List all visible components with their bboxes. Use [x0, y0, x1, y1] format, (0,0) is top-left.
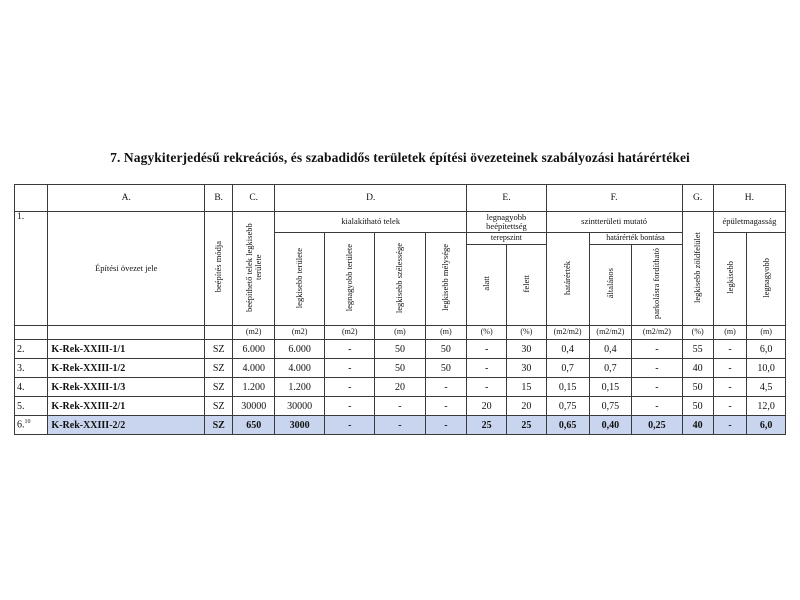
unit-cell: (m2): [325, 326, 375, 340]
d-col-1-header: legkisebb területe: [275, 233, 325, 326]
table-row-selected: [15, 416, 786, 435]
cell: -: [425, 397, 467, 416]
table-row: [15, 397, 786, 416]
cell: SZ: [205, 378, 233, 397]
f-col-2-header: parkolásra fordítható: [632, 245, 682, 326]
cell: -: [467, 359, 507, 378]
col-letter-c: C.: [233, 185, 275, 212]
cell: 6.000: [275, 340, 325, 359]
cell: SZ: [205, 359, 233, 378]
cell: -: [713, 416, 746, 435]
cell: 0,65: [546, 416, 589, 435]
limit-value-header: határérték: [546, 233, 589, 326]
cell: -: [632, 397, 682, 416]
row-number: 6.10: [15, 416, 48, 435]
cell: -: [425, 416, 467, 435]
col-letter-h: H.: [713, 185, 785, 212]
col-letter-d: D.: [275, 185, 467, 212]
zone-code: K-Rek-XXIII-2/2: [48, 416, 205, 435]
zone-code: K-Rek-XXIII-1/2: [48, 359, 205, 378]
h-col-1-header: legkisebb: [713, 233, 746, 326]
cell: -: [632, 340, 682, 359]
cell: SZ: [205, 397, 233, 416]
f-col-1-header: általános: [589, 245, 632, 326]
unit-cell: (m): [713, 326, 746, 340]
cell: 6,0: [747, 340, 786, 359]
cell: 30000: [275, 397, 325, 416]
col-letter-b: B.: [205, 185, 233, 212]
row-number: 5.: [15, 397, 48, 416]
corner-cell: [15, 185, 48, 212]
cell: -: [325, 359, 375, 378]
cell: 0,75: [546, 397, 589, 416]
cell: 0,15: [546, 378, 589, 397]
cell: 0,75: [589, 397, 632, 416]
cell: 4.000: [233, 359, 275, 378]
cell: 50: [425, 340, 467, 359]
plot-group-header: kialakítható telek: [275, 212, 467, 233]
cell: 0,25: [632, 416, 682, 435]
unit-cell: (%): [467, 326, 507, 340]
zone-code: K-Rek-XXIII-2/1: [48, 397, 205, 416]
cell: -: [425, 378, 467, 397]
e-col-1-header: alatt: [467, 245, 507, 326]
cell: -: [713, 378, 746, 397]
cell: 6.000: [233, 340, 275, 359]
unit-cell: (m2/m2): [632, 326, 682, 340]
cell: 30: [506, 359, 546, 378]
cell: 650: [233, 416, 275, 435]
cell: 25: [467, 416, 507, 435]
height-group-header: épületmagasság: [713, 212, 785, 233]
regulation-table: [14, 184, 786, 435]
cell: -: [325, 340, 375, 359]
cell: -: [632, 378, 682, 397]
table-row: [15, 340, 786, 359]
floor-ratio-group-header: szintterületi mutató: [546, 212, 682, 233]
cell: -: [325, 378, 375, 397]
unit-cell: (m2): [275, 326, 325, 340]
cell: -: [375, 416, 425, 435]
cell: 50: [682, 397, 713, 416]
cell: SZ: [205, 416, 233, 435]
cell: 6,0: [747, 416, 786, 435]
cell: -: [713, 397, 746, 416]
table-row: [15, 378, 786, 397]
page-title: 7. Nagykiterjedésű rekreációs, és szabadidős területek építési övezeteinek szabályozási határértékei: [110, 150, 690, 165]
coverage-group-header: legnagyobb beépítettség: [467, 212, 546, 233]
cell: 50: [425, 359, 467, 378]
e-col-2-header: felett: [506, 245, 546, 326]
cell: 30000: [233, 397, 275, 416]
table-row: [15, 359, 786, 378]
col-letter-a: A.: [48, 185, 205, 212]
cell: 50: [375, 340, 425, 359]
cell: -: [713, 359, 746, 378]
cell: 4,5: [747, 378, 786, 397]
cell: 3000: [275, 416, 325, 435]
column-letter-row: [15, 185, 786, 212]
cell: 50: [375, 359, 425, 378]
cell: 0,15: [589, 378, 632, 397]
col-letter-g: G.: [682, 185, 713, 212]
d-col-3-header: legkisebb szélessége: [375, 233, 425, 326]
min-plot-area-header: beépíthető telek legkisebb területe: [233, 212, 275, 326]
row-number: 3.: [15, 359, 48, 378]
cell: -: [632, 359, 682, 378]
build-mode-header: beépítés módja: [205, 212, 233, 326]
row-number: 1.: [15, 212, 48, 326]
cell: 15: [506, 378, 546, 397]
cell: -: [325, 416, 375, 435]
cell: 40: [682, 416, 713, 435]
unit-cell: (m): [425, 326, 467, 340]
row-number: 2.: [15, 340, 48, 359]
unit-cell: (m): [747, 326, 786, 340]
cell: 40: [682, 359, 713, 378]
cell: -: [467, 340, 507, 359]
zone-code: K-Rek-XXIII-1/1: [48, 340, 205, 359]
d-col-2-header: legnagyobb területe: [325, 233, 375, 326]
cell: 20: [375, 378, 425, 397]
units-row: [15, 326, 786, 340]
unit-cell: (m): [375, 326, 425, 340]
header-row-1: [15, 212, 786, 233]
green-area-header: legkisebb zöldfelület: [682, 212, 713, 326]
d-col-4-header: legkisebb mélysége: [425, 233, 467, 326]
cell: 25: [506, 416, 546, 435]
cell: 20: [506, 397, 546, 416]
cell: -: [713, 340, 746, 359]
zone-code: K-Rek-XXIII-1/3: [48, 378, 205, 397]
h-col-2-header: legnagyobb: [747, 233, 786, 326]
unit-cell: (%): [682, 326, 713, 340]
unit-cell: (%): [506, 326, 546, 340]
cell: 12,0: [747, 397, 786, 416]
unit-cell: [48, 326, 205, 340]
cell: 0,4: [589, 340, 632, 359]
cell: -: [375, 397, 425, 416]
col-letter-e: E.: [467, 185, 546, 212]
cell: 55: [682, 340, 713, 359]
cell: -: [325, 397, 375, 416]
cell: SZ: [205, 340, 233, 359]
cell: 0,7: [589, 359, 632, 378]
cell: 4.000: [275, 359, 325, 378]
cell: 50: [682, 378, 713, 397]
unit-cell: [15, 326, 48, 340]
cell: 1.200: [233, 378, 275, 397]
cell: 0,4: [546, 340, 589, 359]
limit-breakdown-header: határérték bontása: [589, 233, 682, 245]
cell: 1.200: [275, 378, 325, 397]
terrain-level-header: terepszint: [467, 233, 546, 245]
unit-cell: [205, 326, 233, 340]
col-letter-f: F.: [546, 185, 682, 212]
cell: -: [467, 378, 507, 397]
row-number: 4.: [15, 378, 48, 397]
zone-label-header: Építési övezet jele: [48, 212, 205, 326]
cell: 0,7: [546, 359, 589, 378]
unit-cell: (m2): [233, 326, 275, 340]
cell: 0,40: [589, 416, 632, 435]
cell: 20: [467, 397, 507, 416]
cell: 30: [506, 340, 546, 359]
unit-cell: (m2/m2): [589, 326, 632, 340]
cell: 10,0: [747, 359, 786, 378]
unit-cell: (m2/m2): [546, 326, 589, 340]
